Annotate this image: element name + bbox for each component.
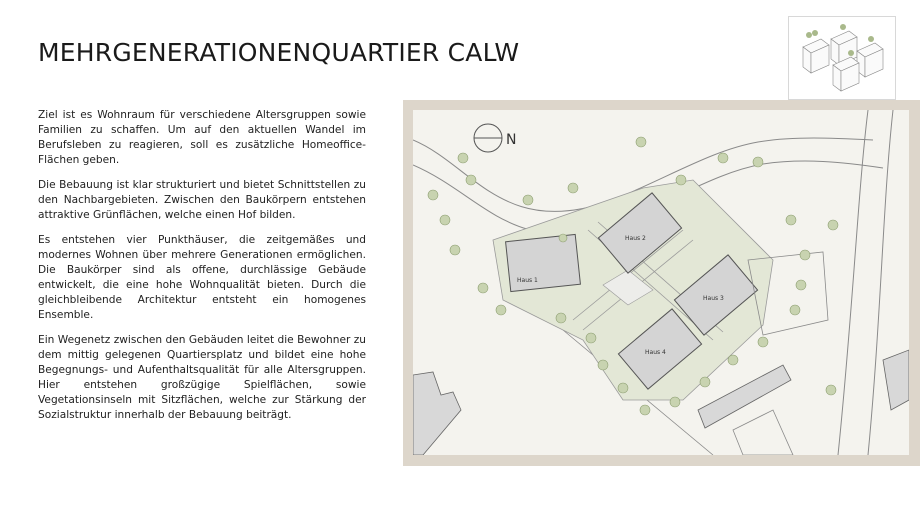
paragraph-goal: Ziel ist es Wohnraum für verschiedene Altersgruppen sowie Familien zu schaffen. Um auf den aktuellen Wandel im Berufsleben zu reagieren, soll es zusätzliche Homeoffice-Flächen geben. <box>38 109 366 166</box>
description-text <box>38 108 366 433</box>
house-1-label: Haus 1 <box>517 277 538 284</box>
page-title: MEHRGENERATIONENQUARTIER CALW <box>38 38 520 67</box>
north-label: N <box>506 132 517 148</box>
house-3-label: Haus 3 <box>703 295 724 302</box>
site-plan-frame <box>403 100 920 466</box>
north-arrow-icon <box>474 124 516 152</box>
house-4-label: Haus 4 <box>645 349 666 356</box>
site-plan <box>413 110 909 455</box>
house-2-label: Haus 2 <box>625 235 646 242</box>
massing-thumbnail <box>788 16 896 100</box>
house-1 <box>506 234 581 291</box>
paragraph-paths: Ein Wegenetz zwischen den Gebäuden leitet die Bewohner zu dem mittig gelegenen Quartiersplatz und bildet eine hohe Begegnungs- und Aufenthaltsqualität für alle Altersgruppen. Hier entstehen großzügige Spielflächen, sowie Vegetationsinseln mit Sitzflächen, welche zur Stärkung der Sozialstruktur innerhalb der Bebauung beiträgt. <box>38 334 366 421</box>
paragraph-structure: Die Bebauung ist klar strukturiert und bietet Schnittstellen zu den Nachbargebieten. Zwischen den Baukörpern entstehen attraktive Grünflächen, welche einen Hof bilden. <box>38 179 366 221</box>
paragraph-houses: Es entstehen vier Punkthäuser, die zeitgemäßes und modernes Wohnen über mehrere Generationen ermöglichen. Die Baukörper sind als offene, durchlässige Gebäude entwickelt, die eine hohe Wohnqualität bieten. Durch die gleichbleibende Architektur entsteht ein homogenes Ensemble. <box>38 234 366 321</box>
